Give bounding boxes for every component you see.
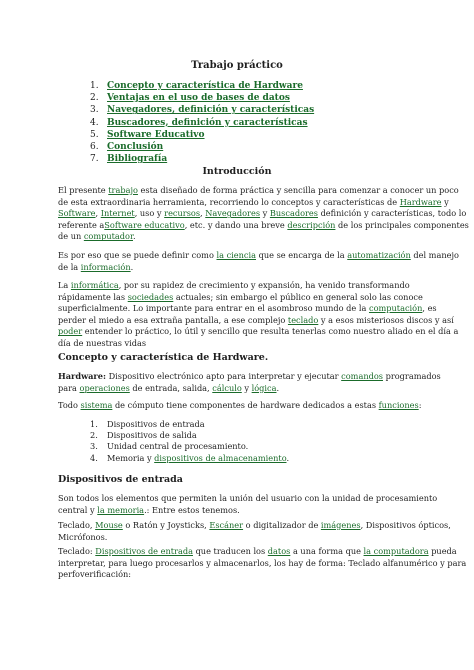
toc-number: 3. [90,105,99,116]
link-datos[interactable]: datos [267,546,291,556]
text-line [58,493,438,505]
text: y [241,382,252,393]
toc-number: 2. [90,93,99,104]
term-hardware: Hardware: [58,371,106,381]
text-line [58,208,467,220]
text-line [58,532,430,544]
toc-link-conclusion[interactable]: Conclusión [107,141,164,152]
link-recursos[interactable]: recursos [164,208,201,219]
hardware-definition [58,371,441,394]
link-sociedades[interactable]: sociedades [127,291,174,302]
toc-link-bibliography[interactable]: Bibliografía [107,154,168,165]
hardware-components-list [90,419,289,464]
text-line [58,250,459,262]
link-automatizacion[interactable]: automatización [347,250,411,260]
text: y a esos misteriosos discos y así [318,314,454,325]
toc-number: 5. [90,129,99,140]
list-text: Dispositivos de salida [107,430,197,441]
text: , por su rapidez de crecimiento y expansión, ha venido transformando [118,280,410,290]
list-item [90,441,289,452]
list-item [90,419,289,430]
link-dispositivos-almacenamiento[interactable]: dispositivos de almacenamiento [154,452,287,463]
list-number: 2. [90,430,98,441]
text: definición y características, todo lo [317,208,467,219]
list-number: 4. [90,452,98,463]
input-devices-paragraph [58,493,438,516]
text: rápidamente las [58,291,128,302]
link-funciones[interactable]: funciones [378,400,419,410]
text: de un [58,231,84,242]
text-line [58,314,454,327]
text: día de nuestras vidas [58,337,147,348]
link-mouse[interactable]: Mouse [95,520,123,530]
text: programados [382,371,441,381]
toc-item[interactable] [90,141,314,153]
link-hardware[interactable]: Hardware [399,196,442,207]
link-computador[interactable]: computador [83,231,133,242]
section-heading-input-devices: Dispositivos de entrada [58,474,183,485]
text-line [58,219,469,232]
text: pueda [428,546,457,556]
text: .: Entre estos tenemos. [144,504,240,515]
toc-link-browsers[interactable]: Navegadores, definición y características [107,105,315,116]
text: La [58,280,71,290]
text: actuales; sin embargo el público en general solo las conoce [173,291,423,302]
list-text: Memoria y [107,452,155,463]
text: : [418,400,422,410]
text: referente a [58,219,105,230]
link-buscadores[interactable]: Buscadores [269,208,318,219]
link-informatica[interactable]: informática [70,280,119,290]
toc-link-databases[interactable]: Ventajas en el uso de bases de datos [107,93,290,104]
text-line [58,185,459,197]
text: . [133,231,136,242]
toc-item[interactable] [90,104,314,116]
text: perder el miedo a esa extraña pantalla, a ese complejo [58,314,288,325]
text-line [58,262,430,274]
text: de la [58,261,81,272]
link-trabajo[interactable]: trabajo [108,185,138,195]
link-logica[interactable]: lógica [251,382,277,393]
toc-link-hardware[interactable]: Concepto y característica de Hardware [107,81,303,91]
toc-item[interactable] [90,80,314,92]
text-line [58,292,430,304]
list-item [90,453,289,464]
text-line [58,383,430,395]
list-text: Unidad central de procesamiento. [107,441,249,452]
link-la-computadora[interactable]: la computadora [363,546,429,556]
text: del manejo [410,250,459,260]
link-operaciones[interactable]: operaciones [79,382,130,393]
link-informacion[interactable]: información [80,261,131,272]
text-line [58,280,430,292]
text: y [441,196,449,207]
list-number: 3. [90,441,98,452]
document-title: Trabajo práctico [191,60,283,71]
text: Es por eso que se puede definir como [58,250,217,260]
list-text: Dispositivos de entrada [107,419,205,429]
text: , [200,208,206,219]
link-software-educativo[interactable]: Software educativo [104,219,185,230]
toc-item[interactable] [90,92,314,104]
link-sistema[interactable]: sistema [80,400,113,410]
text: Son todos los elementos que permiten la unión del usuario con la unidad de procesamiento [58,493,438,503]
text: superficialmente. Lo importante para entrar en el asombroso mundo de la [58,303,369,314]
text: para [58,382,80,393]
toc-number: 6. [90,141,99,152]
text-line [58,196,449,209]
text: Micrófonos. [58,531,108,542]
link-teclado[interactable]: teclado [287,314,319,325]
intro-paragraph-3 [58,280,459,350]
text-line [58,400,430,412]
introduction-heading: Introducción [202,166,272,177]
text: , es [422,303,437,314]
text-line [58,520,451,532]
text: Teclado, [58,520,96,530]
intro-paragraph-2 [58,250,459,273]
text: central y [58,504,98,515]
text: y [260,208,270,219]
text: de esta extraordinaria herramienta, recorriendo lo conceptos y características de [58,196,400,207]
link-imagenes[interactable]: imágenes [320,520,361,530]
link-la-memoria[interactable]: la memoria [97,504,145,515]
list-text: . [286,452,290,463]
text: , etc. y dando una breve [184,219,288,230]
toc-item[interactable] [90,153,314,165]
text: o digitalizador de [243,520,321,530]
text-line [58,338,430,350]
text-line [58,371,441,383]
hardware-components-intro [58,400,430,412]
link-software[interactable]: Software [58,208,96,219]
text-line [58,326,459,338]
text: . [276,382,280,393]
link-descripcion[interactable]: descripción [287,219,336,230]
text-line [58,569,430,581]
intro-paragraph-1 [58,185,469,243]
link-computacion[interactable]: computación [368,303,423,314]
list-number: 1. [90,419,98,429]
keyboard-paragraph [58,546,467,581]
text: entender lo práctico, lo útil y sencillo que resulta tenerlas como nuestro aliado en el día a [82,326,459,337]
text-line [58,557,467,570]
text: que se encarga de la [256,250,348,260]
text: , Dispositivos ópticos, [360,520,451,530]
link-poder[interactable]: poder [58,326,83,337]
text: esta diseñado de forma práctica y sencilla para comenzar a conocer un poco [137,185,459,195]
text: de entrada, salida, [129,382,213,393]
text: perfoverificación: [58,569,132,580]
link-navegadores[interactable]: Navegadores [205,208,261,219]
link-dispositivos-de-entrada[interactable]: Dispositivos de entrada [95,546,193,556]
list-item [90,430,289,441]
text: que traducen los [192,546,268,556]
text: de los principales componentes [335,219,469,230]
toc-number: 7. [90,154,99,165]
link-comandos[interactable]: comandos [341,371,383,381]
table-of-contents [90,80,314,165]
text: a una forma que [290,546,364,556]
text: interpretar, para luego procesarlos y almacenarlos, los hay de forma: Teclado alfanumérico y para [58,557,467,568]
link-internet[interactable]: Internet [100,208,135,219]
text: Dispositivo electrónico apto para interpretar y ejecutar [105,371,342,381]
text-line [58,231,430,243]
text-line [58,505,430,517]
link-escaner[interactable]: Escáner [209,520,244,530]
toc-item[interactable] [90,129,314,141]
toc-link-search-engines[interactable]: Buscadores, definición y características [107,117,308,128]
text: Todo [58,400,81,410]
toc-link-educational-software[interactable]: Software Educativo [107,129,205,140]
text: o Ratón y Joysticks, [122,520,210,530]
text: de cómputo tiene componentes de hardware dedicados a estas [112,400,379,410]
text: , uso y [134,208,165,219]
text: . [130,261,134,272]
toc-number: 4. [90,117,99,128]
text: El presente [58,185,109,195]
toc-number: 1. [90,81,99,91]
link-calculo[interactable]: cálculo [212,382,242,393]
link-la-ciencia[interactable]: la ciencia [216,250,256,260]
text-line [58,303,437,315]
input-devices-examples [58,520,451,543]
text: Teclado: [58,546,96,556]
toc-item[interactable] [90,117,314,129]
section-heading-hardware: Concepto y característica de Hardware. [58,352,269,363]
text-line [58,546,457,558]
text: , [95,208,101,219]
